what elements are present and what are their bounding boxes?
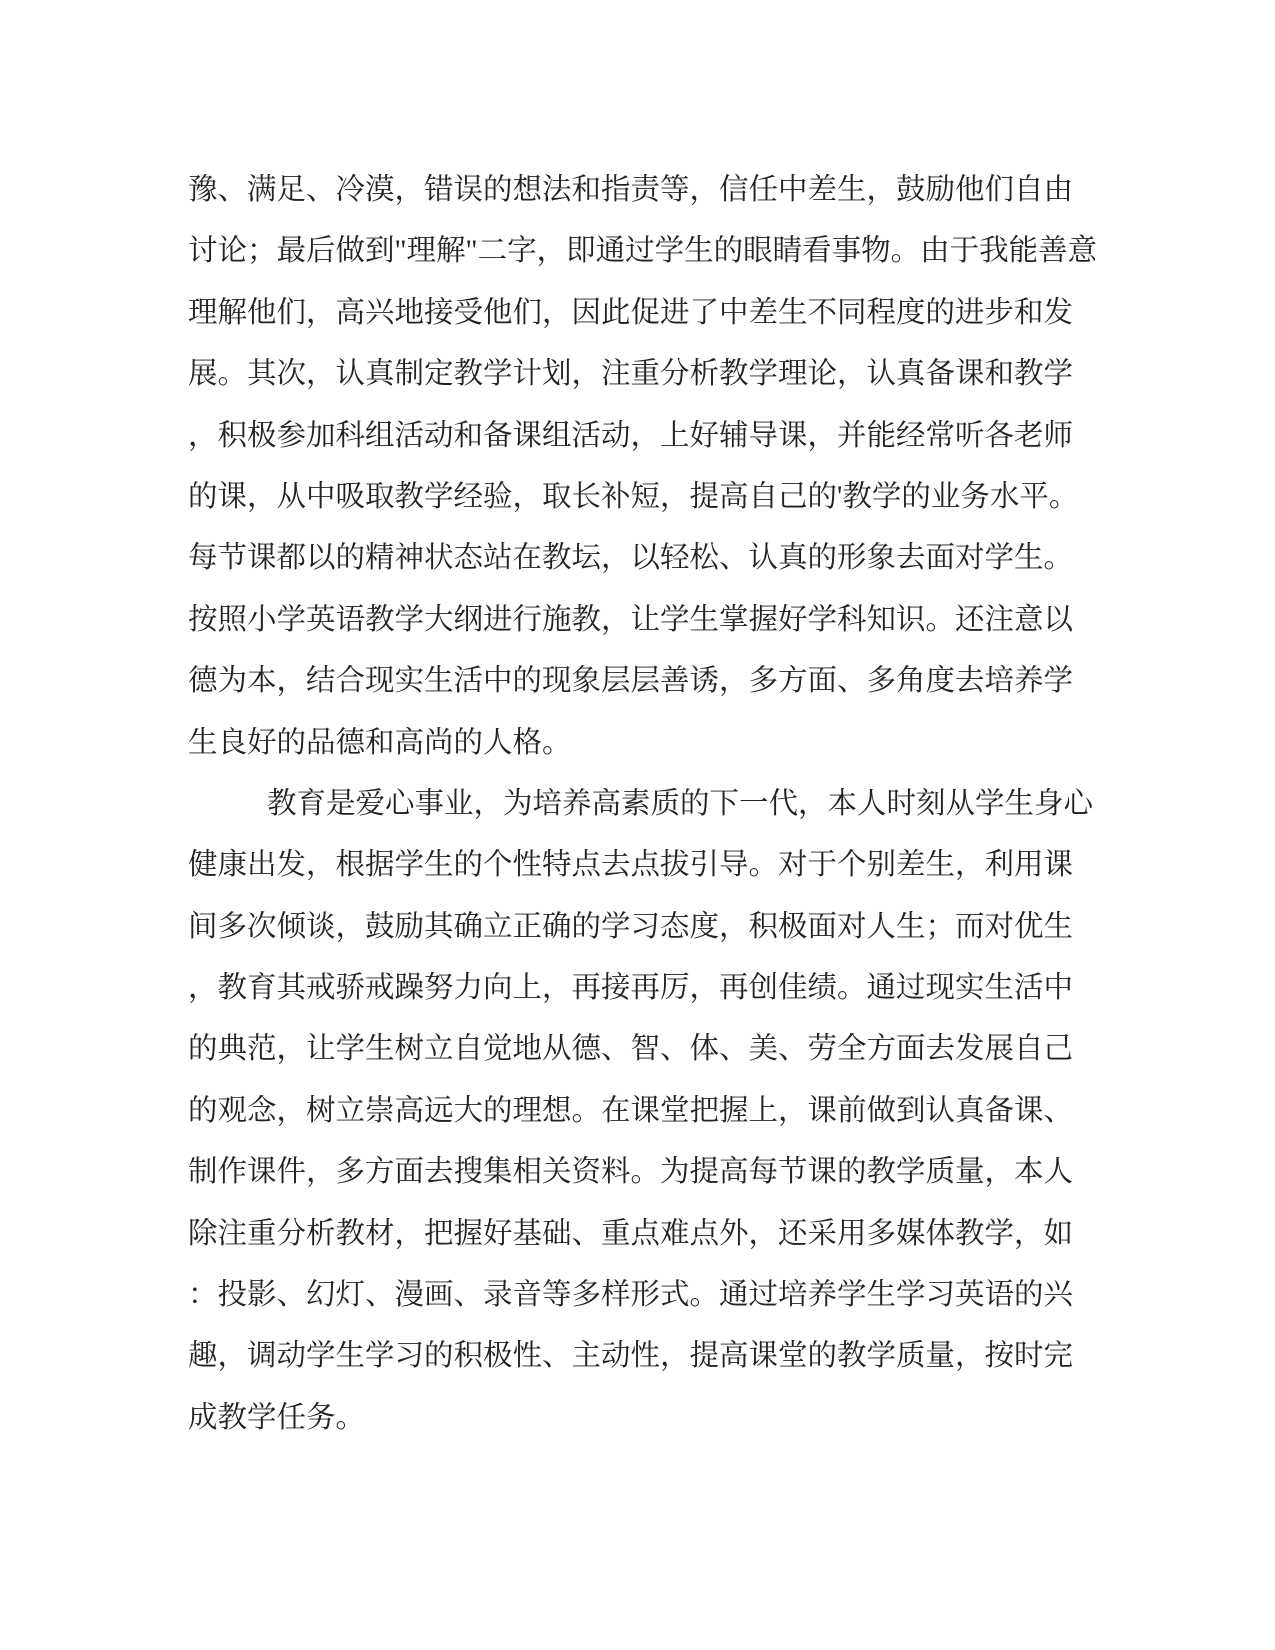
- text-line: ：投影、幻灯、漫画、录音等多样形式。通过培养学生学习英语的兴: [188, 1279, 1074, 1312]
- text-line: 豫、满足、冷漠，错误的想法和指责等，信任中差生，鼓励他们自由: [188, 174, 1074, 206]
- text-line: 教育是爱心事业，为培养高素质的下一代，本人时刻从学生身心: [267, 787, 1094, 820]
- text-line: 的观念，树立崇高远大的理想。在课堂把握上，课前做到认真备课、: [188, 1094, 1074, 1127]
- paragraph: [188, 774, 1118, 1449]
- text-line: 讨论；最后做到"理解"二字，即通过学生的眼睛看事物。由于我能善意: [188, 235, 1098, 268]
- text-line: 除注重分析教材，把握好基础、重点难点外，还采用多媒体教学，如: [188, 1217, 1074, 1250]
- text-line: ，教育其戒骄戒躁努力向上，再接再厉，再创佳绩。通过现实生活中: [188, 972, 1074, 1005]
- text-line: 的典范，让学生树立自觉地从德、智、体、美、劳全方面去发展自己: [188, 1033, 1074, 1066]
- text-line: 成教学任务。: [188, 1401, 366, 1434]
- text-line: 按照小学英语教学大纲进行施教，让学生掌握好学科知识。还注意以: [188, 603, 1074, 636]
- text-line: 每节课都以的精神状态站在教坛，以轻松、认真的形象去面对学生。: [188, 542, 1074, 575]
- text-line: ，积极参加科组活动和备课组活动，上好辅导课，并能经常听各老师: [188, 419, 1074, 452]
- text-line: 间多次倾谈，鼓励其确立正确的学习态度，积极面对人生；而对优生: [188, 910, 1074, 943]
- document-body: [188, 160, 1118, 1449]
- paragraph: [188, 160, 1118, 774]
- text-line: 理解他们，高兴地接受他们，因此促进了中差生不同程度的进步和发: [188, 296, 1074, 329]
- text-line: 展。其次，认真制定教学计划，注重分析教学理论，认真备课和教学: [188, 358, 1074, 391]
- text-line: 的课，从中吸取教学经验，取长补短，提高自己的'教学的业务水平。: [188, 480, 1079, 513]
- text-line: 健康出发，根据学生的个性特点去点拔引导。对于个别差生，利用课: [188, 849, 1074, 882]
- text-line: 制作课件，多方面去搜集相关资料。为提高每节课的教学质量，本人: [188, 1156, 1074, 1189]
- text-line: 生良好的品德和高尚的人格。: [188, 726, 572, 759]
- text-line: 趣，调动学生学习的积极性、主动性，提高课堂的教学质量，按时完: [188, 1340, 1074, 1373]
- text-line: 德为本，结合现实生活中的现象层层善诱，多方面、多角度去培养学: [188, 665, 1074, 698]
